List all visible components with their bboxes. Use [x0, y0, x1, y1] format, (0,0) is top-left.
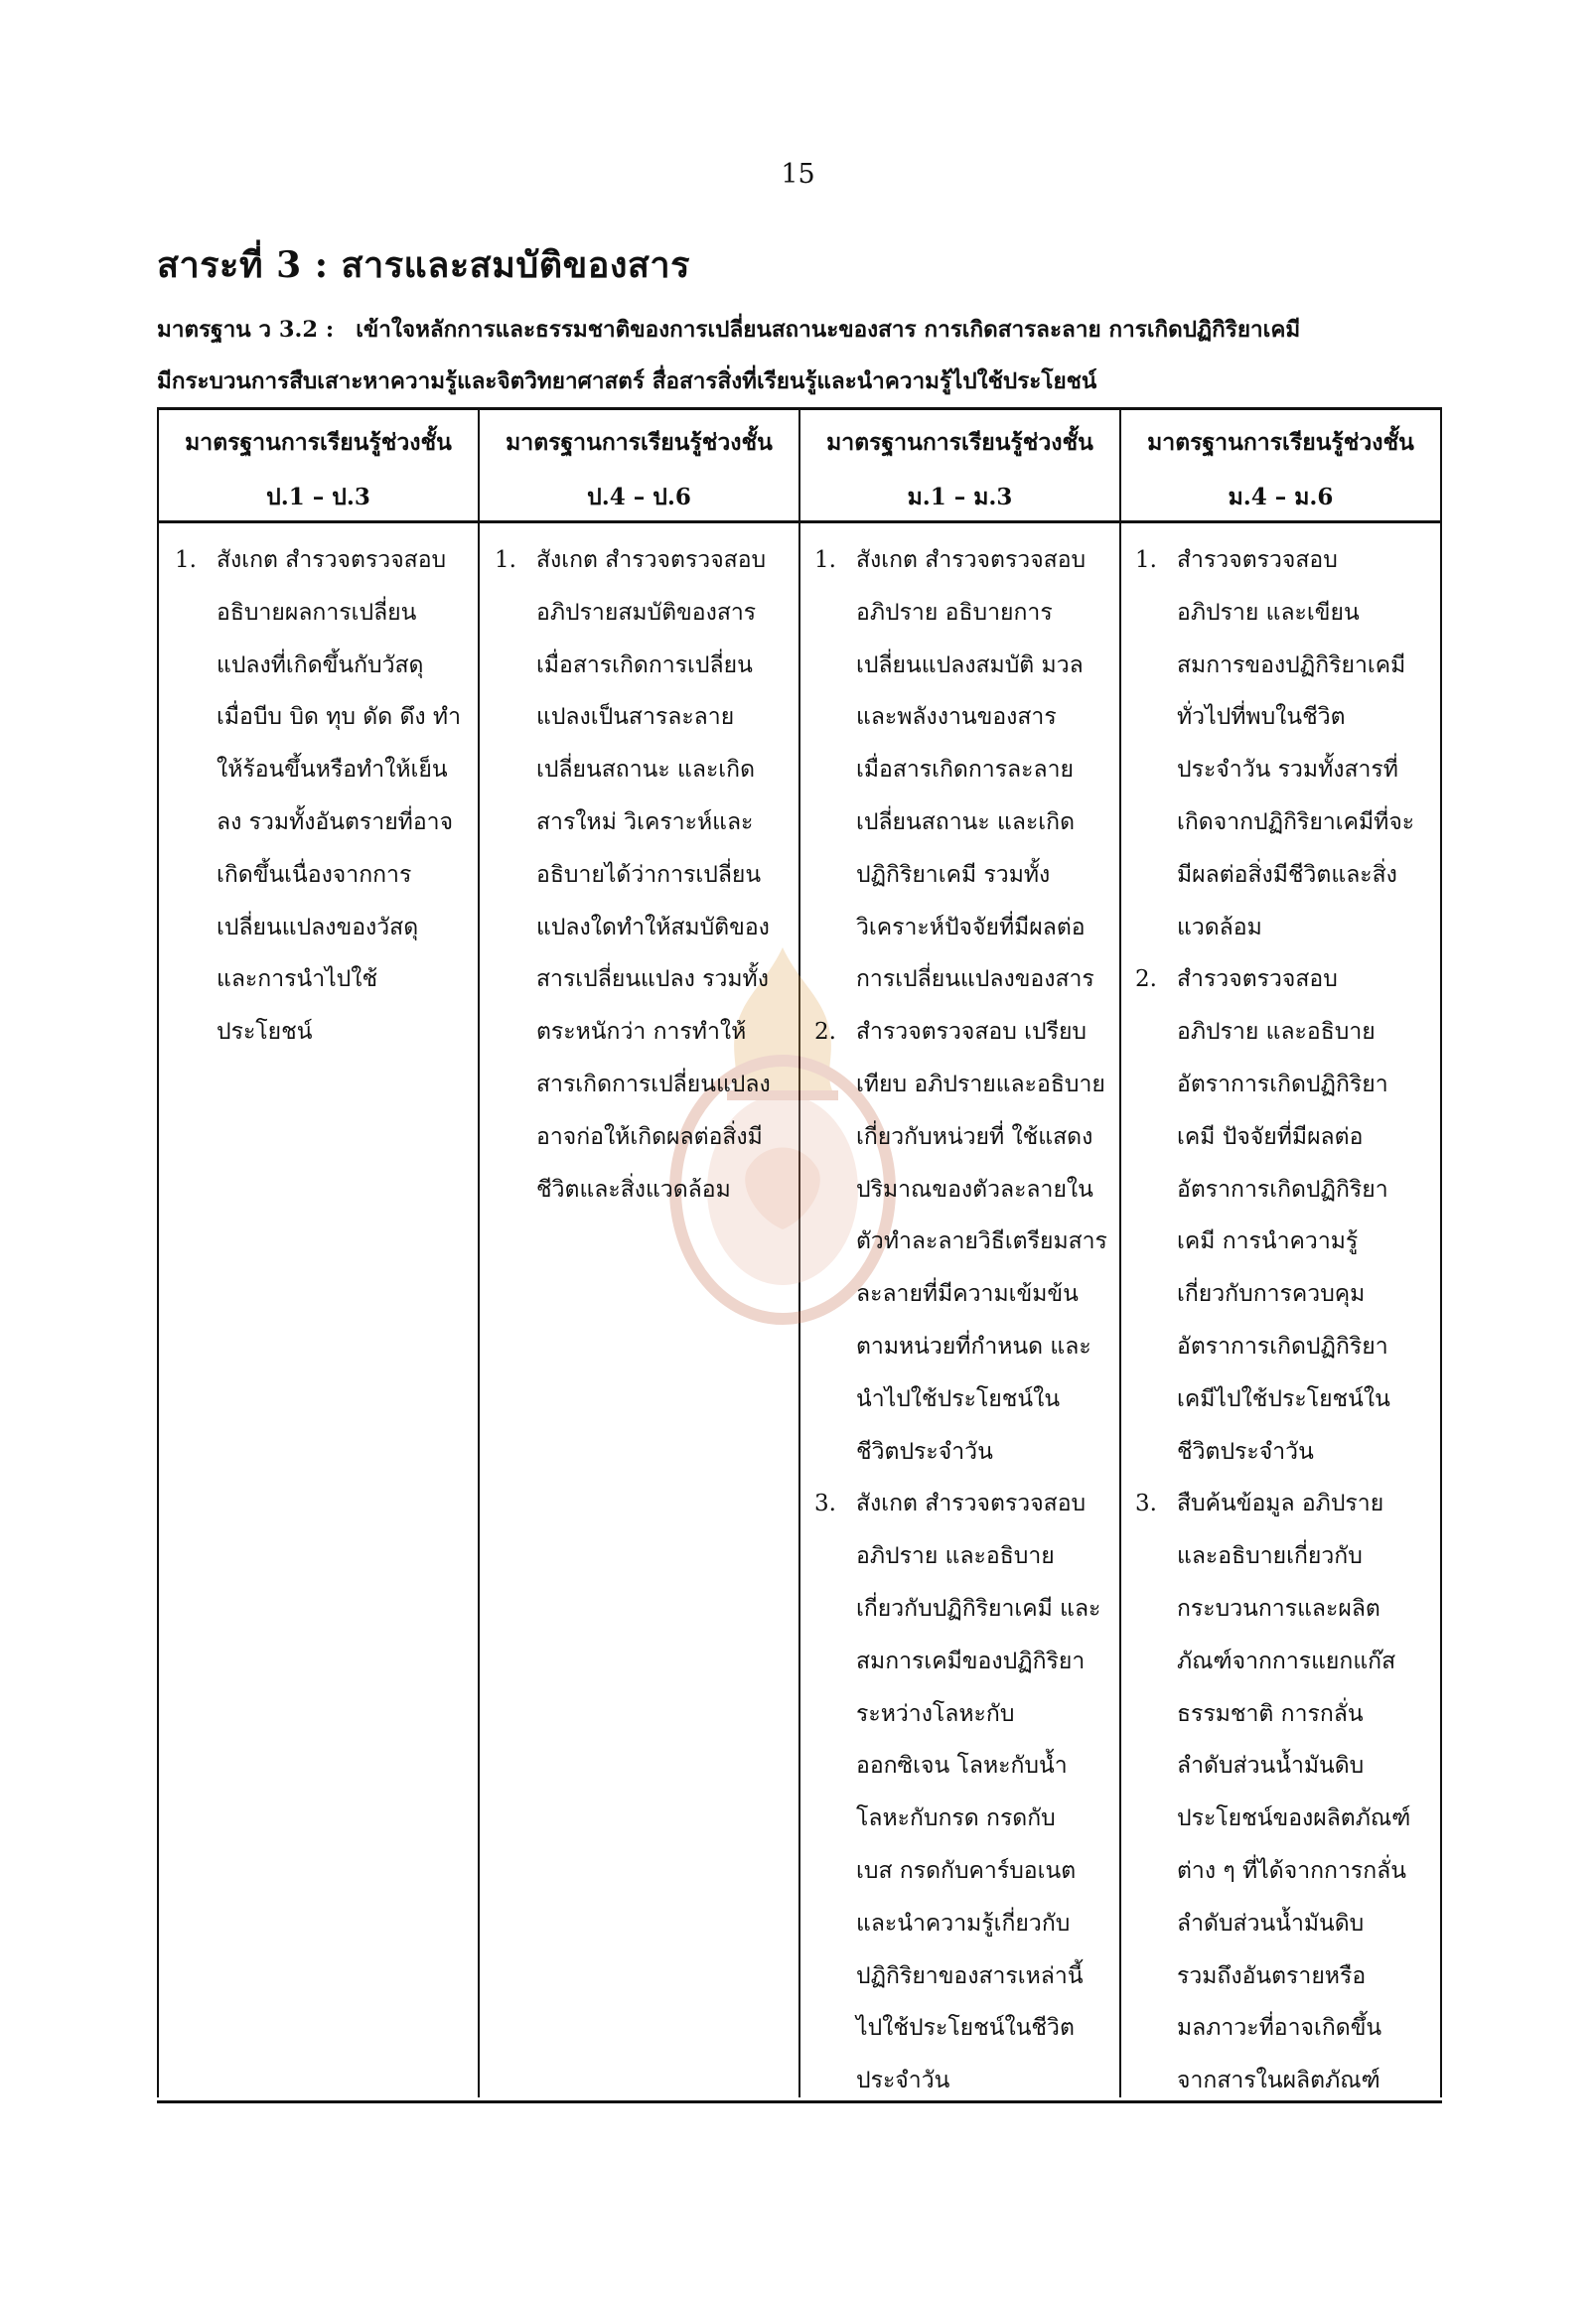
item-text-line: อัตราการเกิดปฏิกิริยา [1177, 1333, 1388, 1360]
item-number: 1. [495, 547, 516, 573]
table-divider-3 [1119, 407, 1121, 2097]
item-text-line: รวมถึงอันตรายหรือ [1177, 1962, 1367, 1989]
item-text-line: ปริมาณของตัวละลายใน [856, 1176, 1093, 1203]
item-text-line: และการนำไปใช้ [217, 966, 378, 993]
item-text-line: เคมีไปใช้ประโยชน์ใน [1177, 1385, 1390, 1412]
item-text-line: สำรวจตรวจสอบ [1177, 547, 1338, 573]
column-body-p1-p3 [175, 534, 473, 1059]
item-text-line: เคมี การนำความรู้ [1177, 1228, 1359, 1255]
item-text-line: เกิดจากปฏิกิริยาเคมีที่จะ [1177, 808, 1415, 835]
item-text-line: แปลงที่เกิดขึ้นกับวัสดุ [217, 651, 424, 678]
item-text-line: ชีวิตและสิ่งแวดล้อม [536, 1176, 731, 1203]
item-number: 1. [1135, 547, 1157, 573]
item-text-line: ลง รวมทั้งอันตรายที่อาจ [217, 808, 454, 835]
item-text-line: ต่าง ๆ ที่ได้จากการกลั่น [1177, 1857, 1406, 1884]
standard-text-1: เข้าใจหลักการและธรรมชาติของการเปลี่ยนสถานะของสาร การเกิดสารละลาย การเกิดปฏิกิริยาเคมี [356, 317, 1301, 343]
item-text-line: ชีวิตประจำวัน [1177, 1438, 1314, 1465]
item-text-line: สมการของปฏิกิริยาเคมี [1177, 651, 1406, 678]
item-text-line: อภิปราย และอธิบาย [856, 1543, 1055, 1570]
item-text-line: เกิดขึ้นเนื่องจากการ [217, 861, 412, 888]
item-text-line: สารใหม่ วิเคราะห์และ [536, 808, 754, 835]
item-text-line: และนำความรู้เกี่ยวกับ [856, 1910, 1071, 1937]
item-text-line: ให้ร้อนขึ้นหรือทำให้เย็น [217, 757, 448, 784]
item-text-line: ละลายที่มีความเข้มข้น [856, 1281, 1079, 1308]
item-text-line: ตัวทำละลายวิธีเตรียมสาร [856, 1228, 1107, 1255]
standard-line-2: มีกระบวนการสืบเสาะหาความรู้และจิตวิทยาศาสตร์ สื่อสารสิ่งที่เรียนรู้และนำความรู้ไปใช้ประโยชน์ [157, 368, 1097, 394]
item-number: 1. [814, 547, 836, 573]
column-body-m4-m6 [1135, 534, 1435, 2107]
item-text-line: ตามหน่วยที่กำหนด และ [856, 1333, 1091, 1360]
standard-item [814, 1006, 1114, 1478]
item-text-line: อธิบายได้ว่าการเปลี่ยน [536, 861, 762, 888]
item-text-line: ทั่วไปที่พบในชีวิต [1177, 704, 1346, 731]
item-text-line: เทียบ อภิปรายและอธิบาย [856, 1071, 1105, 1097]
item-number: 2. [1135, 966, 1157, 993]
standard-item [1135, 953, 1435, 1478]
item-text-line: สมการเคมีของปฏิกิริยา [856, 1648, 1086, 1674]
item-text-line: ประโยชน์ของผลิตภัณฑ์ [1177, 1805, 1411, 1832]
item-text-line: เกี่ยวกับการควบคุม [1177, 1281, 1366, 1308]
item-text-line: ประจำวัน [856, 2068, 950, 2094]
column-header-level: ม.4 – ม.6 [1228, 484, 1334, 510]
column-body-m1-m3 [814, 534, 1114, 2107]
table-divider-1 [478, 407, 480, 2097]
item-text-line: ตระหนักว่า การทำให้ [536, 1019, 747, 1046]
item-text-line: เคมี ปัจจัยที่มีผลต่อ [1177, 1123, 1364, 1150]
item-number: 3. [814, 1491, 836, 1517]
column-header-title: มาตรฐานการเรียนรู้ช่วงชั้น [506, 429, 773, 456]
item-number: 2. [814, 1019, 836, 1046]
table-border-left [157, 407, 159, 2097]
item-text-line: แวดล้อม [1177, 914, 1262, 940]
item-text-line: ลำดับส่วนน้ำมันดิบ [1177, 1753, 1365, 1780]
standard-item [814, 534, 1114, 1006]
item-text-line: อภิปราย และเขียน [1177, 599, 1360, 626]
item-text-line: ประโยชน์ [217, 1019, 313, 1046]
item-text-line: และพลังงานของสาร [856, 704, 1057, 731]
item-text-line: จากสารในผลิตภัณฑ์ [1177, 2068, 1380, 2094]
column-header-level: ม.1 – ม.3 [907, 484, 1013, 510]
item-text-line: มีผลต่อสิ่งมีชีวิตและสิ่ง [1177, 861, 1397, 888]
item-text-line: ภัณฑ์จากการแยกแก๊ส [1177, 1648, 1396, 1674]
item-text-line: เกี่ยวกับปฏิกิริยาเคมี และ [856, 1595, 1101, 1622]
page-heading: สาระที่ 3 : สารและสมบัติของสาร [157, 244, 690, 286]
item-text-line: เกี่ยวกับหน่วยที่ ใช้แสดง [856, 1123, 1093, 1150]
item-text-line: สังเกต สำรวจตรวจสอบ [856, 547, 1087, 573]
item-text-line: โลหะกับกรด กรดกับ [856, 1805, 1056, 1832]
item-text-line: อภิปราย อธิบายการ [856, 599, 1053, 626]
item-text-line: อัตราการเกิดปฏิกิริยา [1177, 1071, 1388, 1097]
item-text-line: ปฏิกิริยาของสารเหล่านี้ [856, 1962, 1084, 1989]
item-text-line: วิเคราะห์ปัจจัยที่มีผลต่อ [856, 914, 1086, 940]
standard-item [495, 534, 795, 1216]
item-number: 1. [175, 547, 197, 573]
item-text-line: ประจำวัน รวมทั้งสารที่ [1177, 757, 1398, 784]
item-text-line: ลำดับส่วนน้ำมันดิบ [1177, 1910, 1365, 1937]
item-text-line: แปลงเป็นสารละลาย [536, 704, 735, 731]
column-header-level: ป.4 – ป.6 [587, 484, 691, 510]
table-border-right [1440, 407, 1442, 2097]
item-text-line: อธิบายผลการเปลี่ยน [217, 599, 417, 626]
standard-statement [157, 304, 1448, 407]
item-text-line: และอธิบายเกี่ยวกับ [1177, 1543, 1363, 1570]
column-header-p1-p3 [159, 415, 478, 524]
item-text-line: เมื่อบีบ บิด ทุบ ดัด ดึง ทำ [217, 704, 462, 731]
item-text-line: ชีวิตประจำวัน [856, 1438, 993, 1465]
item-text-line: ระหว่างโลหะกับ [856, 1700, 1015, 1727]
standard-item [814, 1478, 1114, 2107]
item-text-line: เบส กรดกับคาร์บอเนต [856, 1857, 1077, 1884]
item-text-line: มลภาวะที่อาจเกิดขึ้น [1177, 2015, 1382, 2042]
column-header-title: มาตรฐานการเรียนรู้ช่วงชั้น [826, 429, 1093, 456]
column-header-p4-p6 [480, 415, 798, 524]
column-header-title: มาตรฐานการเรียนรู้ช่วงชั้น [185, 429, 452, 456]
item-text-line: เมื่อสารเกิดการละลาย [856, 757, 1074, 784]
item-text-line: เปลี่ยนสถานะ และเกิด [856, 808, 1076, 835]
item-text-line: ออกซิเจน โลหะกับน้ำ [856, 1753, 1068, 1780]
column-body-p4-p6 [495, 534, 795, 1216]
item-text-line: นำไปใช้ประโยชน์ใน [856, 1385, 1061, 1412]
item-text-line: การเปลี่ยนแปลงของสาร [856, 966, 1094, 993]
item-text-line: ไปใช้ประโยชน์ในชีวิต [856, 2015, 1075, 2042]
page-number: 15 [781, 159, 815, 190]
column-header-title: มาตรฐานการเรียนรู้ช่วงชั้น [1147, 429, 1414, 456]
item-text-line: สืบค้นข้อมูล อภิปราย [1177, 1491, 1384, 1517]
standard-item [1135, 1478, 1435, 2107]
item-text-line: สังเกต สำรวจตรวจสอบ [856, 1491, 1087, 1517]
item-text-line: อาจก่อให้เกิดผลต่อสิ่งมี [536, 1123, 763, 1150]
standard-line-1 [157, 304, 1448, 356]
standard-item [175, 534, 473, 1059]
column-header-level: ป.1 – ป.3 [266, 484, 370, 510]
item-text-line: สารเปลี่ยนแปลง รวมทั้ง [536, 966, 769, 993]
item-text-line: แปลงใดทำให้สมบัติของ [536, 914, 770, 940]
item-text-line: สำรวจตรวจสอบ เปรียบ [856, 1019, 1088, 1046]
item-text-line: สำรวจตรวจสอบ [1177, 966, 1338, 993]
column-header-m1-m3 [800, 415, 1119, 524]
item-text-line: เปลี่ยนแปลงสมบัติ มวล [856, 651, 1084, 678]
item-number: 3. [1135, 1491, 1157, 1517]
item-text-line: สังเกต สำรวจตรวจสอบ [536, 547, 767, 573]
item-text-line: เมื่อสารเกิดการเปลี่ยน [536, 651, 753, 678]
standard-item [1135, 534, 1435, 953]
standard-code: มาตรฐาน ว 3.2 : [157, 317, 335, 343]
item-text-line: เปลี่ยนแปลงของวัสดุ [217, 914, 419, 940]
item-text-line: อภิปรายสมบัติของสาร [536, 599, 757, 626]
item-text-line: ปฏิกิริยาเคมี รวมทั้ง [856, 861, 1051, 888]
item-text-line: อัตราการเกิดปฏิกิริยา [1177, 1176, 1388, 1203]
item-text-line: อภิปราย และอธิบาย [1177, 1019, 1376, 1046]
column-header-m4-m6 [1121, 415, 1440, 524]
item-text-line: สังเกต สำรวจตรวจสอบ [217, 547, 447, 573]
item-text-line: เปลี่ยนสถานะ และเกิด [536, 757, 756, 784]
item-text-line: ธรรมชาติ การกลั่น [1177, 1700, 1364, 1727]
item-text-line: กระบวนการและผลิต [1177, 1595, 1380, 1622]
item-text-line: สารเกิดการเปลี่ยนแปลง [536, 1071, 771, 1097]
